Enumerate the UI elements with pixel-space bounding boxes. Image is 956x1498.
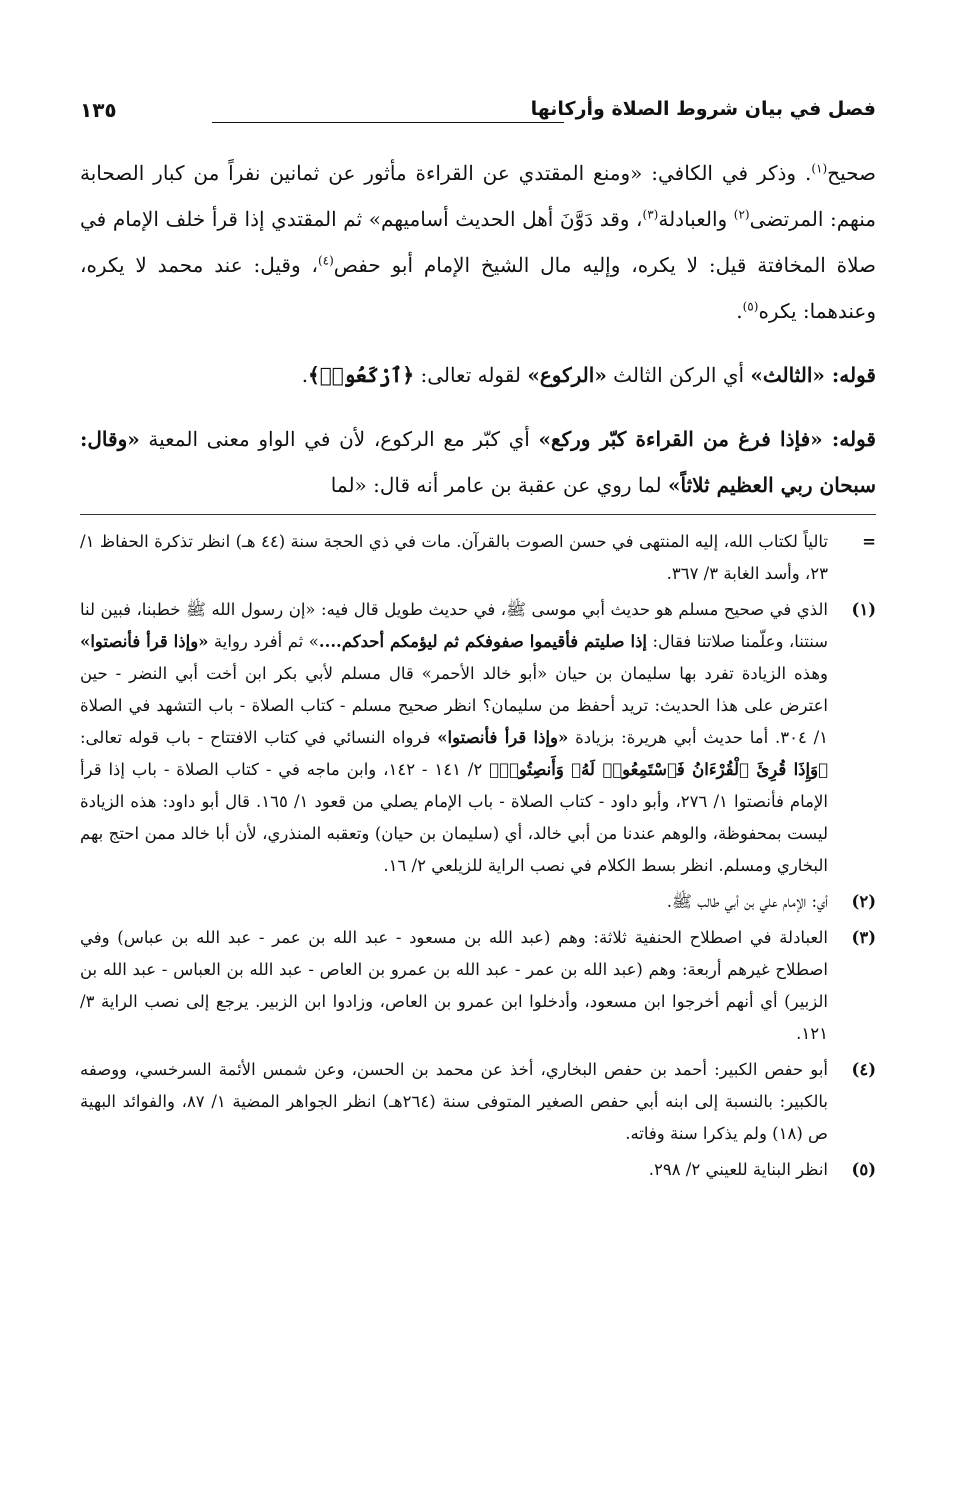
bold-phrase: قوله: «الثالث»	[750, 363, 876, 387]
text-run: .	[301, 363, 309, 387]
footnote-ref-5[interactable]: (٥)	[742, 299, 759, 314]
text-run: وهذه الزيادة تفرد بها سليمان بن حيان «أبو خالد الأحمر» قال مسلم لأبي بكر ابن أخت أبي النضر - حين اعترض على هذا الحديث: تريد أحفظ من سليمان؟ انظر صحيح مسلم - كتاب الصلاة - باب التشهد في الصلاة ١/ ٣٠٤. أما حديث أبي هريرة: بزيادة	[80, 664, 829, 747]
quran-verse: ﴿ٱرْكَعُوا۟﴾	[308, 363, 415, 387]
text-run: ، وقيل: عند محمد لا يكره، وعندهما: يكره	[80, 253, 876, 323]
paragraph-1	[80, 150, 876, 334]
header-rule	[212, 122, 564, 123]
text-run: ، وقد دَوَّنَ أهل الحديث أساميهم» ثم المقتدي إذا قرأ خلف الإمام في صلاة المخافتة قيل: لا يكره، وإليه مال الشيخ الإمام أبو حفص	[80, 207, 876, 277]
text-run: » ثم أفرد رواية	[208, 632, 319, 651]
paragraph-3	[80, 416, 876, 508]
bold-phrase: إذا صليتم فأقيموا صفوفكم ثم ليؤمكم أحدكم....	[318, 632, 648, 651]
footnote-ref-3[interactable]: (٣)	[642, 207, 659, 222]
footnote-ref-4[interactable]: (٤)	[317, 253, 334, 268]
text-run: فرواه النسائي في كتاب الافتتاح - باب قوله تعالى:	[80, 728, 438, 747]
bold-phrase: «وإذا قرأ فأنصتوا»	[80, 632, 209, 651]
footnote-3	[80, 922, 876, 1050]
bold-phrase: «وقال: سبحان ربي العظيم ثلاثاً»	[80, 427, 876, 497]
text-run: أي كبّر مع الركوع، لأن في الواو معنى المعية	[139, 427, 539, 451]
text-run: لقوله تعالى:	[414, 363, 528, 387]
footnote-text: أي: الإمام علي بن أبي طالب ﷺ.	[666, 892, 828, 911]
continuation-mark: =	[862, 532, 876, 551]
footnotes	[80, 526, 876, 1186]
text-run: الذي في صحيح مسلم هو حديث أبي موسى ﷺ، في حديث طويل قال فيه: «إن رسول الله ﷺ خطبنا، فبين لنا سنتنا، وعلّمنا صلاتنا فقال:	[80, 600, 828, 651]
paragraph-2	[80, 352, 876, 398]
bold-phrase: «الركوع»	[527, 363, 607, 387]
footnote-5	[80, 1154, 876, 1186]
footnote-4	[80, 1054, 876, 1150]
footnote-separator	[80, 514, 876, 515]
footnote-text: أبو حفص الكبير: أحمد بن حفص البخاري، أخذ عن محمد بن الحسن، وعن شمس الأئمة السرخسي، ووصفه بالكبير: بالنسبة إلى ابنه أبي حفص الصغير المتوفى سنة (٢٦٤هـ) انظر الجواهر المضية ١/ ٨٧، والفوائد البهية ص (١٨) ولم يذكرا سنة وفاته.	[80, 1060, 829, 1143]
footnote-ref-2[interactable]: (٢)	[733, 207, 750, 222]
text-run: لما روي عن عقبة بن عامر أنه قال: «لما	[330, 473, 669, 497]
text-run: صحيح	[827, 161, 876, 185]
footnote-text: تالياً لكتاب الله، إليه المنتهى في حسن الصوت بالقرآن. مات في ذي الحجة سنة (٤٤ هـ) انظر تذكرة الحفاظ ١/ ٢٣، وأسد الغابة ٣/ ٣٦٧.	[80, 532, 829, 583]
footnote-number: (٤)	[851, 1060, 876, 1079]
page-number: ١٣٥	[80, 98, 117, 122]
footnote-ref-1[interactable]: (١)	[811, 161, 828, 176]
bold-phrase: قوله: «فإذا فرغ من القراءة كبّر وركع»	[538, 427, 876, 451]
footnote-continuation	[80, 526, 876, 590]
main-text	[80, 150, 876, 508]
chapter-title: فصل في بيان شروط الصلاة وأركانها	[530, 98, 876, 120]
text-run: . وذكر في الكافي: «ومنع المقتدي عن القراءة مأثور عن ثمانين نفراً من كبار الصحابة منهم: المرتضى	[80, 161, 877, 231]
footnote-2	[80, 886, 876, 918]
running-header	[80, 98, 876, 132]
footnote-text: العبادلة في اصطلاح الحنفية ثلاثة: وهم (عبد الله بن مسعود - عبد الله بن عمر - عبد الله بن عباس) وفي اصطلاح غيرهم أربعة: وهم (عبد الله بن عمر - عبد الله بن عمرو بن العاص - عبد الله بن العباس - عبد الله بن الزبير) أي أنهم أخرجوا ابن مسعود، وأدخلوا ابن عمرو بن العاص، وزادوا ابن الزبير. يرجع إلى نصب الراية ٣/ ١٢١.	[80, 928, 828, 1043]
bold-phrase: «وإذا قرأ فأنصتوا»	[437, 728, 569, 747]
text-run: ٢/ ١٤١ - ١٤٢، وابن ماجه في - كتاب الصلاة - باب إذا قرأ الإمام فأنصتوا ١/ ٢٧٦، وأبو داود - كتاب الصلاة - باب الإمام يصلي من قعود ١/ ١٦٥. قال أبو داود: هذه الزيادة ليست بمحفوظة، والوهم عندنا من أبي خالد، أي (سليمان بن حيان) وتعقبه المنذري، لأن أبا خالد ممن احتج بهم البخاري ومسلم. انظر بسط الكلام في نصب الراية للزيلعي ٢/ ١٦.	[80, 760, 828, 875]
text-run: والعبادلة	[658, 207, 734, 231]
quran-verse: ﴿وَإِذَا قُرِئَ ٱلْقُرْءَانُ فَٱسْتَمِعُوا۟ لَهُۥ وَأَنصِتُوا۟﴾	[489, 760, 828, 779]
footnote-1	[80, 594, 876, 882]
footnote-number: (٢)	[851, 892, 876, 911]
footnote-number: (٥)	[851, 1160, 876, 1179]
text-run: أي الركن الثالث	[606, 363, 751, 387]
footnote-text: انظر البناية للعيني ٢/ ٢٩٨.	[648, 1160, 828, 1179]
footnote-number: (٣)	[851, 928, 876, 947]
text-run: .	[736, 299, 743, 323]
footnote-number: (١)	[851, 600, 876, 619]
